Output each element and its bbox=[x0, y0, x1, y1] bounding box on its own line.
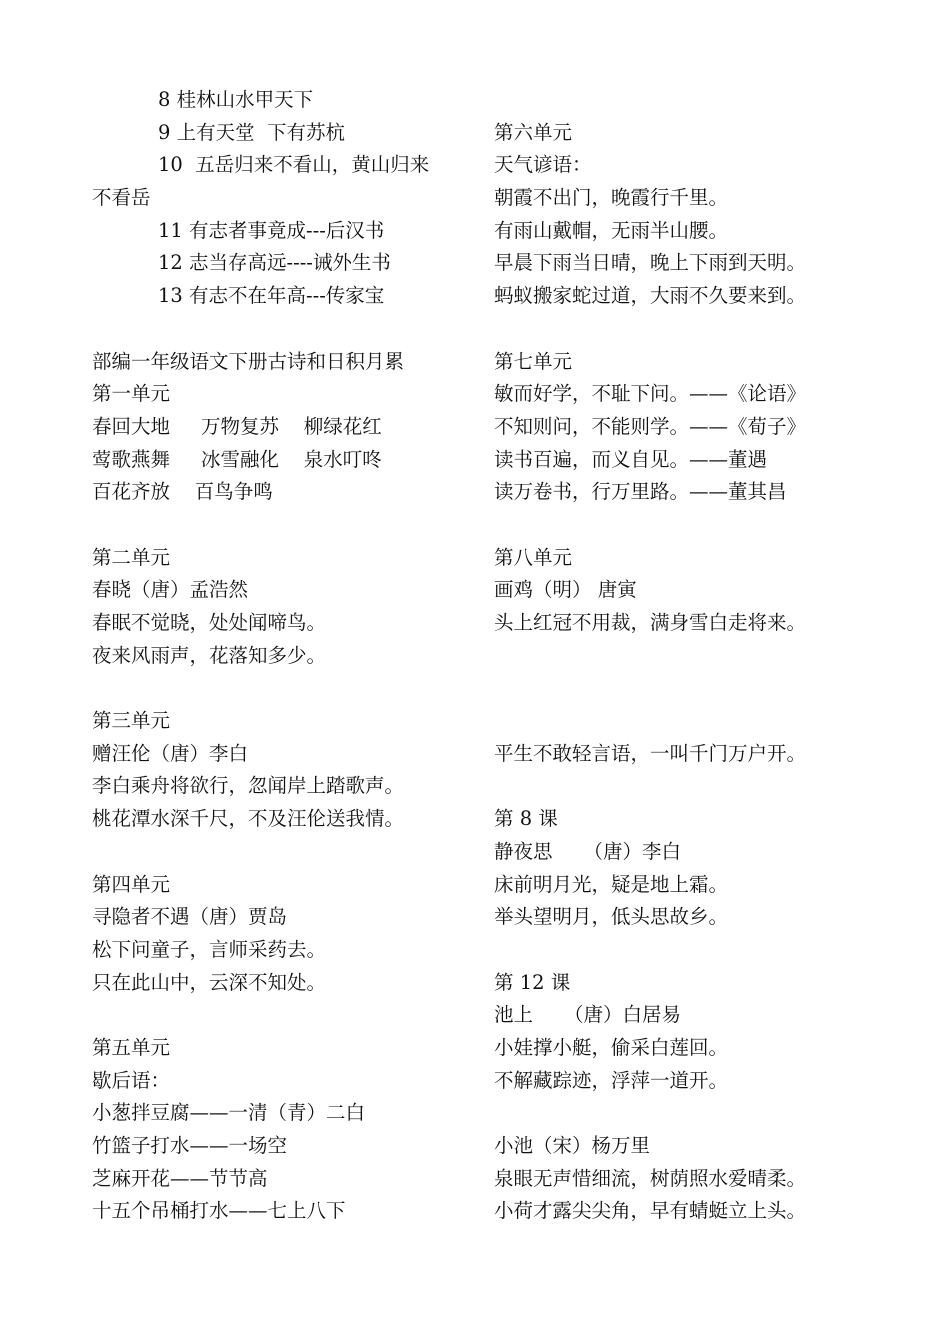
text-line: 第三单元 bbox=[92, 709, 171, 733]
text-line: 不解藏踪迹，浮萍一道开。 bbox=[494, 1068, 729, 1092]
text-line: 读万卷书，行万里路。——董其昌 bbox=[494, 480, 787, 504]
blank-line bbox=[494, 509, 914, 542]
blank-line bbox=[92, 313, 472, 346]
blank-line bbox=[494, 672, 914, 705]
right-column bbox=[494, 84, 914, 1228]
text-line: 11 有志者事竟成---后汉书 bbox=[158, 218, 385, 242]
text-line: 莺歌燕舞 冰雪融化 泉水叮咚 bbox=[92, 447, 382, 471]
text-line: 第八单元 bbox=[494, 545, 573, 569]
text-line: 头上红冠不用裁，满身雪白走将来。 bbox=[494, 611, 807, 634]
blank-line bbox=[494, 705, 914, 738]
text-line: 小娃撑小艇，偷采白莲回。 bbox=[494, 1035, 729, 1059]
text-line: 天气谚语： bbox=[494, 153, 592, 177]
blank-line bbox=[494, 640, 914, 673]
text-line: 静夜思 （唐）李白 bbox=[494, 839, 681, 863]
text-line: 画鸡（明） 唐寅 bbox=[494, 578, 637, 602]
text-line: 芝麻开花——节节高 bbox=[92, 1166, 268, 1190]
blank-line bbox=[92, 836, 472, 869]
blank-line bbox=[494, 313, 914, 346]
text-line: 桃花潭水深千尺，不及汪伦送我情。 bbox=[92, 807, 405, 831]
text-line: 第 8 课 bbox=[494, 807, 558, 831]
text-line: 春眠不觉晓，处处闻啼鸟。 bbox=[92, 611, 327, 634]
text-line: 十五个吊桶打水——七上八下 bbox=[92, 1199, 346, 1223]
text-line: 夜来风雨声，花落知多少。 bbox=[92, 643, 327, 667]
text-line: 寻隐者不遇（唐）贾岛 bbox=[92, 905, 288, 929]
text-line: 第五单元 bbox=[92, 1035, 171, 1059]
text-line: 不看岳 bbox=[92, 186, 151, 210]
text-line: 歇后语： bbox=[92, 1068, 171, 1092]
text-line: 小池（宋）杨万里 bbox=[494, 1134, 651, 1157]
text-line: 第 12 课 bbox=[494, 970, 571, 994]
text-line: 小葱拌豆腐——一清（青）二白 bbox=[92, 1101, 366, 1125]
text-line: 部编一年级语文下册古诗和日积月累 bbox=[92, 349, 405, 373]
text-line: 春回大地 万物复苏 柳绿花红 bbox=[92, 414, 382, 438]
text-line: 松下问童子，言师采药去。 bbox=[92, 937, 327, 961]
text-line: 小荷才露尖尖角，早有蜻蜓立上头。 bbox=[494, 1199, 807, 1223]
text-line: 第七单元 bbox=[494, 349, 573, 373]
blank-line bbox=[494, 84, 914, 117]
blank-line bbox=[494, 770, 914, 803]
blank-line bbox=[494, 934, 914, 967]
text-line: 竹篮子打水——一场空 bbox=[92, 1134, 288, 1157]
text-line: 春晓（唐）孟浩然 bbox=[92, 578, 249, 602]
text-line: 13 有志不在年高---传家宝 bbox=[158, 284, 385, 308]
text-line: 8 桂林山水甲天下 bbox=[158, 88, 314, 111]
text-line: 10 五岳归来不看山，黄山归来 bbox=[158, 153, 430, 177]
text-line: 平生不敢轻言语，一叫千门万户开。 bbox=[494, 741, 807, 765]
text-line: 早晨下雨当日晴，晚上下雨到天明。 bbox=[494, 251, 807, 275]
text-line: 第六单元 bbox=[494, 120, 573, 144]
text-line: 床前明月光，疑是地上霜。 bbox=[494, 872, 729, 896]
blank-line bbox=[92, 999, 472, 1032]
text-line: 泉眼无声惜细流，树荫照水爱晴柔。 bbox=[494, 1166, 807, 1190]
text-line: 9 上有天堂 下有苏杭 bbox=[158, 120, 346, 144]
text-line: 举头望明月，低头思故乡。 bbox=[494, 905, 729, 929]
text-line: 李白乘舟将欲行，忽闻岸上踏歌声。 bbox=[92, 774, 405, 798]
text-line: 12 志当存高远----诫外生书 bbox=[158, 251, 391, 275]
text-line: 第一单元 bbox=[92, 382, 171, 406]
text-line: 读书百遍，而义自见。——董遇 bbox=[494, 447, 768, 471]
text-line: 第二单元 bbox=[92, 545, 171, 569]
text-line: 不知则问，不能则学。——《荀子》 bbox=[494, 414, 807, 438]
left-column bbox=[92, 84, 472, 1228]
text-line: 只在此山中，云深不知处。 bbox=[92, 970, 327, 994]
blank-line bbox=[92, 509, 472, 542]
text-line: 朝霞不出门，晚霞行千里。 bbox=[494, 186, 729, 210]
text-line: 敏而好学，不耻下问。——《论语》 bbox=[494, 382, 807, 406]
text-line: 赠汪伦（唐）李白 bbox=[92, 741, 249, 765]
text-line: 蚂蚁搬家蛇过道，大雨不久要来到。 bbox=[494, 284, 807, 308]
text-line: 有雨山戴帽，无雨半山腰。 bbox=[494, 218, 729, 242]
text-line: 池上 （唐）白居易 bbox=[494, 1003, 681, 1027]
text-line: 百花齐放 百鸟争鸣 bbox=[92, 480, 273, 504]
blank-line bbox=[92, 672, 472, 705]
text-line: 第四单元 bbox=[92, 872, 171, 896]
blank-line bbox=[494, 1097, 914, 1130]
